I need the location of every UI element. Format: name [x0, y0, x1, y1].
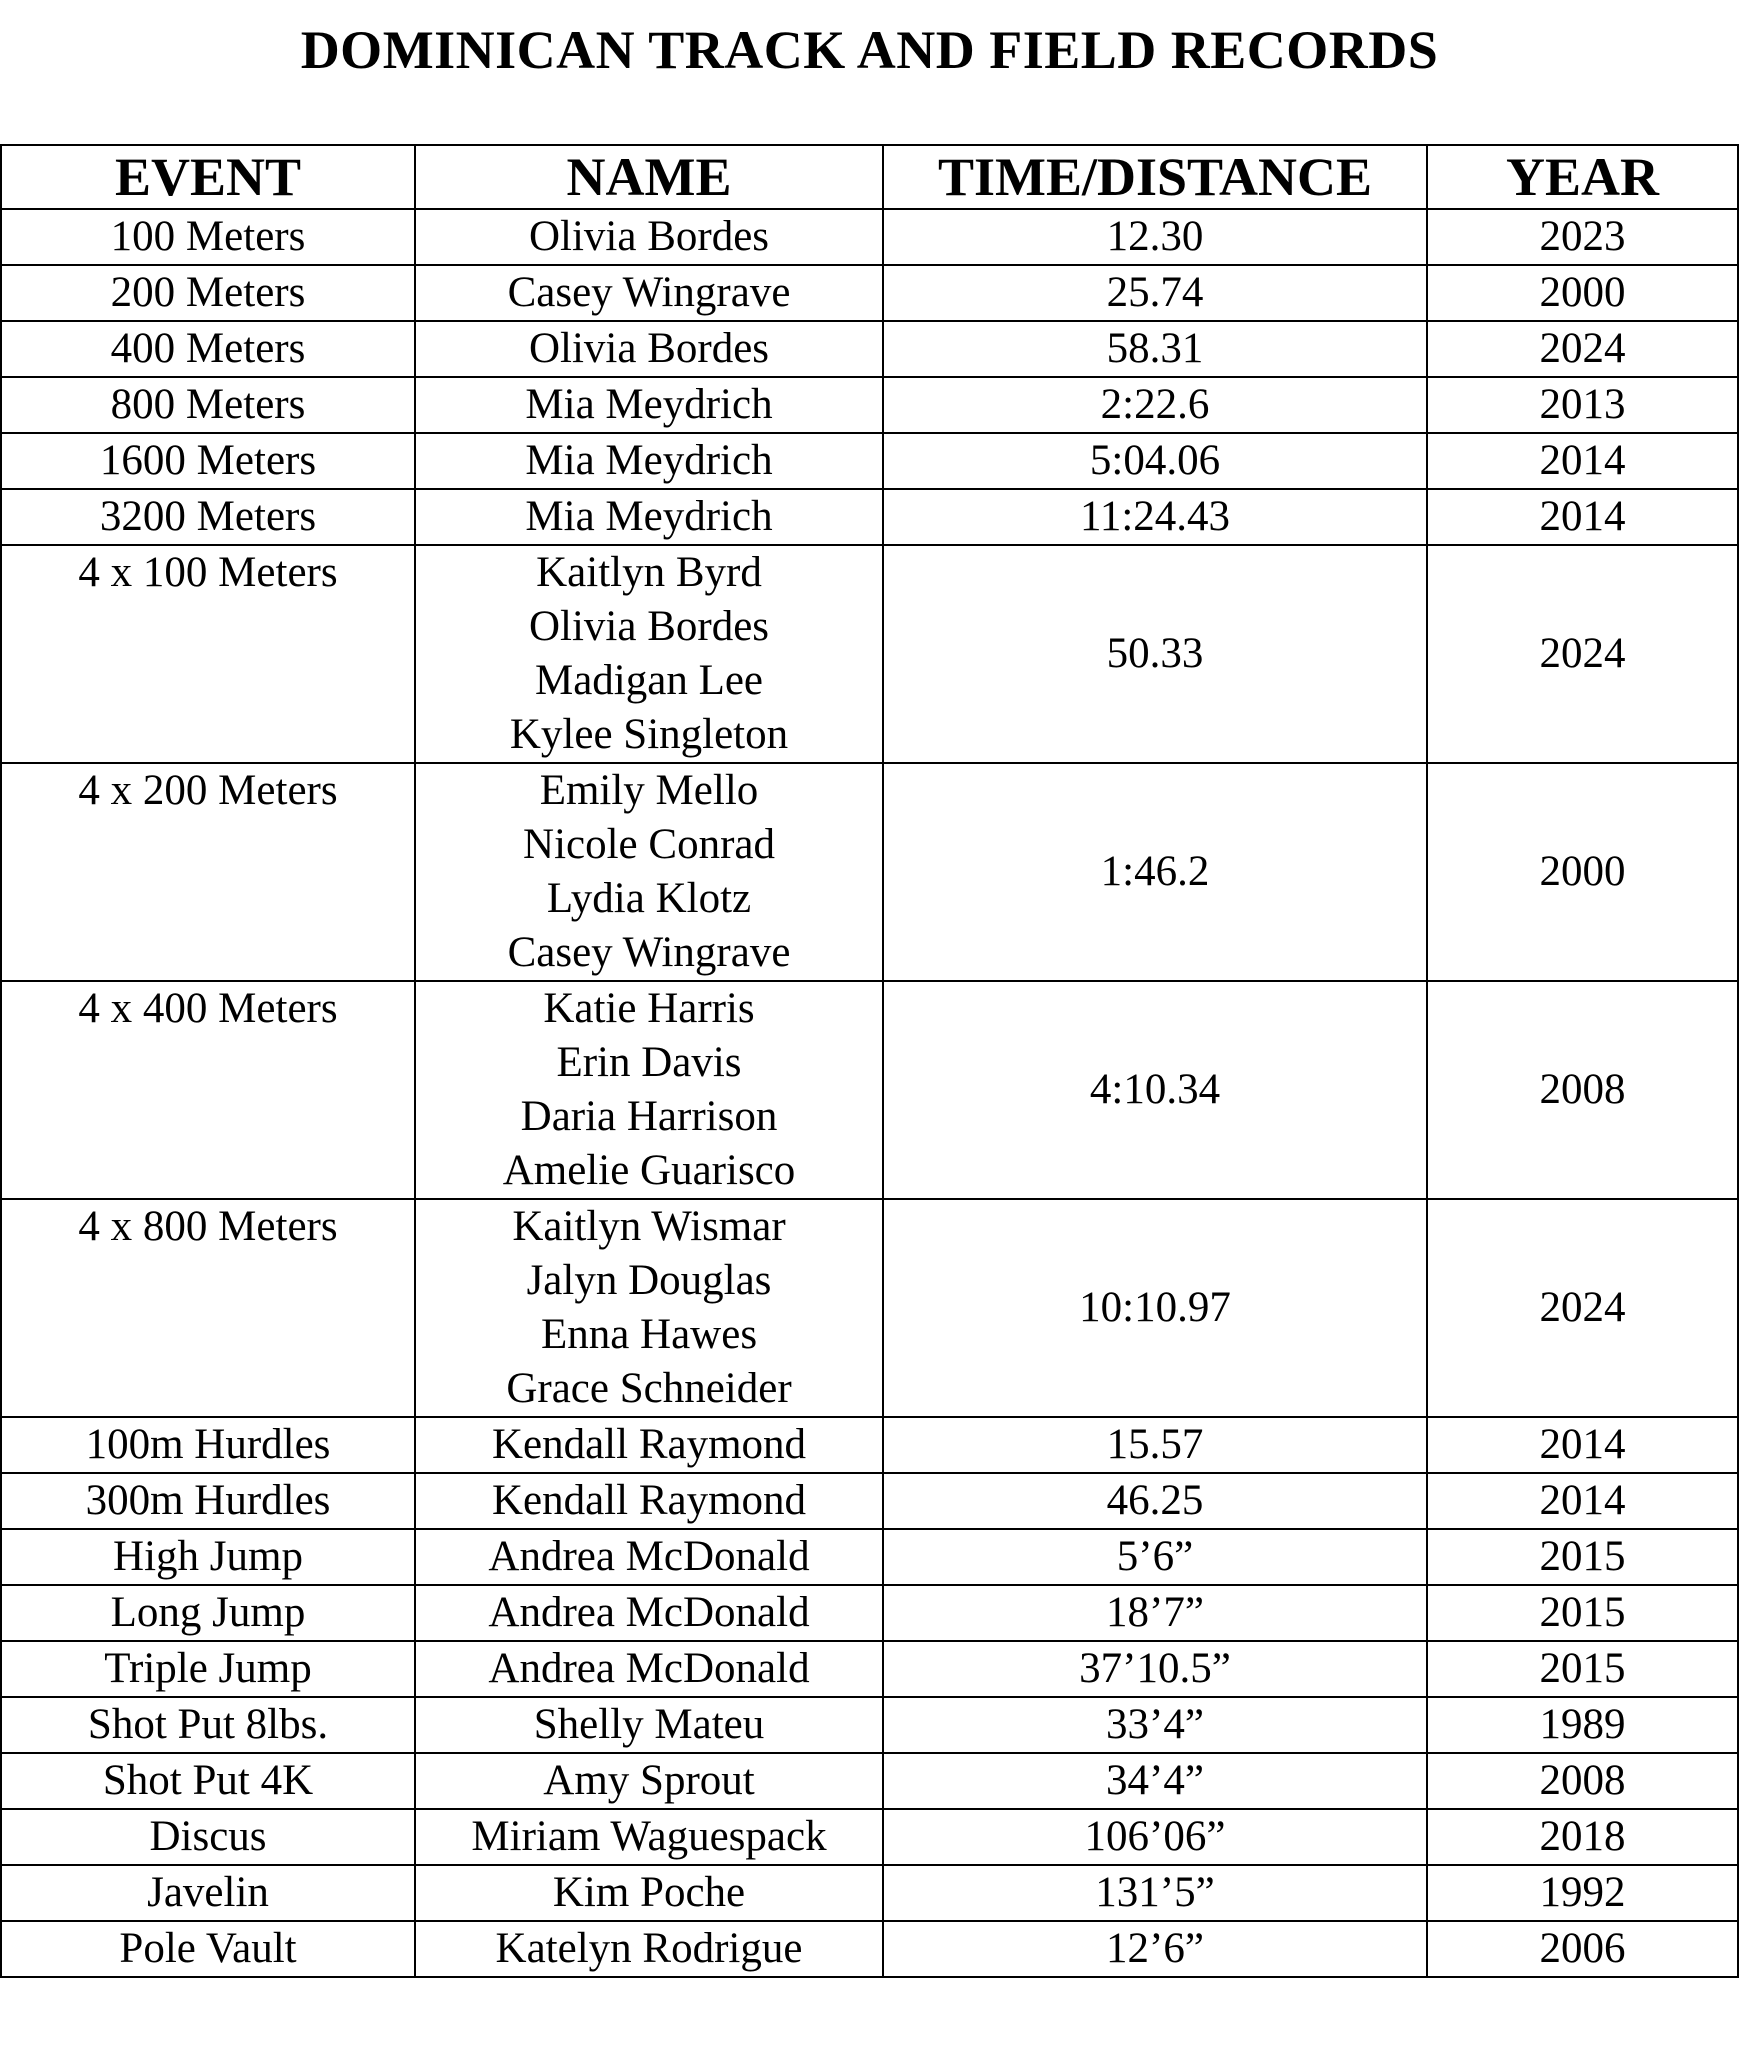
- name-cell: Kendall Raymond: [415, 1473, 883, 1529]
- event-cell: Shot Put 8lbs.: [1, 1697, 415, 1753]
- table-row: [1, 1753, 1738, 1809]
- event-cell: 1600 Meters: [1, 433, 415, 489]
- relay-names-cell: [415, 981, 883, 1199]
- year-cell: 2014: [1427, 489, 1738, 545]
- relay-row: [1, 1199, 1738, 1417]
- relay-runner: Olivia Bordes: [528, 603, 770, 650]
- relay-runner: Kaitlyn Byrd: [536, 549, 762, 596]
- table-row: [1, 209, 1738, 265]
- relay-runner: Amelie Guarisco: [502, 1147, 796, 1194]
- event-cell: 100 Meters: [1, 209, 415, 265]
- year-cell: 2024: [1427, 1199, 1738, 1417]
- event-cell: 3200 Meters: [1, 489, 415, 545]
- time-cell: 50.33: [883, 545, 1427, 763]
- event-cell: High Jump: [1, 1529, 415, 1585]
- year-cell: 2006: [1427, 1921, 1738, 1977]
- event-cell: 800 Meters: [1, 377, 415, 433]
- name-cell: Mia Meydrich: [415, 433, 883, 489]
- name-cell: Amy Sprout: [415, 1753, 883, 1809]
- event-cell: 100m Hurdles: [1, 1417, 415, 1473]
- relay-names-cell: [415, 1199, 883, 1417]
- event-cell: 400 Meters: [1, 321, 415, 377]
- time-cell: 4:10.34: [883, 981, 1427, 1199]
- year-cell: 2014: [1427, 1473, 1738, 1529]
- header-year: YEAR: [1427, 145, 1738, 209]
- page-title: DOMINICAN TRACK AND FIELD RECORDS: [300, 20, 1439, 80]
- relay-runner: Lydia Klotz: [546, 875, 752, 922]
- name-cell: Miriam Waguespack: [415, 1809, 883, 1865]
- year-cell: 2014: [1427, 433, 1738, 489]
- relay-runner: Grace Schneider: [506, 1365, 792, 1412]
- year-cell: 2008: [1427, 1753, 1738, 1809]
- table-row: [1, 321, 1738, 377]
- relay-row: [1, 545, 1738, 763]
- relay-row: [1, 981, 1738, 1199]
- relay-names-cell: [415, 545, 883, 763]
- event-cell: Triple Jump: [1, 1641, 415, 1697]
- records-table: [0, 144, 1739, 1978]
- relay-runner: Katie Harris: [543, 985, 755, 1032]
- year-cell: 2024: [1427, 545, 1738, 763]
- table-row: [1, 433, 1738, 489]
- relay-names-cell: [415, 763, 883, 981]
- time-cell: 18’7”: [883, 1585, 1427, 1641]
- relay-row: [1, 763, 1738, 981]
- relay-runner: Madigan Lee: [534, 657, 764, 704]
- time-cell: 11:24.43: [883, 489, 1427, 545]
- event-cell: 300m Hurdles: [1, 1473, 415, 1529]
- relay-runner: Emily Mello: [539, 767, 759, 814]
- time-cell: 58.31: [883, 321, 1427, 377]
- event-cell: 4 x 100 Meters: [1, 545, 415, 763]
- header-name: NAME: [415, 145, 883, 209]
- relay-runner: Kylee Singleton: [509, 711, 789, 758]
- year-cell: 1992: [1427, 1865, 1738, 1921]
- table-row: [1, 1697, 1738, 1753]
- table-row: [1, 1865, 1738, 1921]
- header-row: [1, 145, 1738, 209]
- table-row: [1, 265, 1738, 321]
- event-cell: 4 x 400 Meters: [1, 981, 415, 1199]
- time-cell: 12.30: [883, 209, 1427, 265]
- event-cell: Javelin: [1, 1865, 415, 1921]
- time-cell: 34’4”: [883, 1753, 1427, 1809]
- event-cell: 4 x 200 Meters: [1, 763, 415, 981]
- time-cell: 5’6”: [883, 1529, 1427, 1585]
- name-cell: Olivia Bordes: [415, 209, 883, 265]
- year-cell: 2024: [1427, 321, 1738, 377]
- time-cell: 15.57: [883, 1417, 1427, 1473]
- event-cell: Shot Put 4K: [1, 1753, 415, 1809]
- event-cell: Long Jump: [1, 1585, 415, 1641]
- time-cell: 131’5”: [883, 1865, 1427, 1921]
- relay-runner: Kaitlyn Wismar: [512, 1203, 786, 1250]
- relay-runner: Erin Davis: [556, 1039, 742, 1086]
- time-cell: 106’06”: [883, 1809, 1427, 1865]
- table-row: [1, 1417, 1738, 1473]
- table-row: [1, 1585, 1738, 1641]
- year-cell: 2000: [1427, 763, 1738, 981]
- year-cell: 2008: [1427, 981, 1738, 1199]
- year-cell: 2015: [1427, 1529, 1738, 1585]
- table-row: [1, 489, 1738, 545]
- name-cell: Olivia Bordes: [415, 321, 883, 377]
- relay-runner: Daria Harrison: [520, 1093, 778, 1140]
- name-cell: Kim Poche: [415, 1865, 883, 1921]
- time-cell: 33’4”: [883, 1697, 1427, 1753]
- relay-runner: Jalyn Douglas: [526, 1257, 772, 1304]
- name-cell: Mia Meydrich: [415, 377, 883, 433]
- time-cell: 1:46.2: [883, 763, 1427, 981]
- time-cell: 5:04.06: [883, 433, 1427, 489]
- year-cell: 2014: [1427, 1417, 1738, 1473]
- relay-runner: Enna Hawes: [540, 1311, 758, 1358]
- name-cell: Mia Meydrich: [415, 489, 883, 545]
- table-row: [1, 1921, 1738, 1977]
- name-cell: Andrea McDonald: [415, 1641, 883, 1697]
- relay-runner: Nicole Conrad: [523, 821, 775, 868]
- table-row: [1, 1641, 1738, 1697]
- year-cell: 2013: [1427, 377, 1738, 433]
- name-cell: Kendall Raymond: [415, 1417, 883, 1473]
- time-cell: 37’10.5”: [883, 1641, 1427, 1697]
- name-cell: Katelyn Rodrigue: [415, 1921, 883, 1977]
- name-cell: Andrea McDonald: [415, 1529, 883, 1585]
- time-cell: 46.25: [883, 1473, 1427, 1529]
- event-cell: Pole Vault: [1, 1921, 415, 1977]
- year-cell: 2000: [1427, 265, 1738, 321]
- year-cell: 1989: [1427, 1697, 1738, 1753]
- year-cell: 2018: [1427, 1809, 1738, 1865]
- event-cell: 200 Meters: [1, 265, 415, 321]
- event-cell: 4 x 800 Meters: [1, 1199, 415, 1417]
- header-time-distance: TIME/DISTANCE: [883, 145, 1427, 209]
- year-cell: 2015: [1427, 1585, 1738, 1641]
- table-row: [1, 377, 1738, 433]
- time-cell: 2:22.6: [883, 377, 1427, 433]
- table-row: [1, 1473, 1738, 1529]
- relay-runner: Casey Wingrave: [507, 929, 791, 976]
- time-cell: 10:10.97: [883, 1199, 1427, 1417]
- event-cell: Discus: [1, 1809, 415, 1865]
- name-cell: Casey Wingrave: [415, 265, 883, 321]
- table-row: [1, 1809, 1738, 1865]
- name-cell: Andrea McDonald: [415, 1585, 883, 1641]
- header-event: EVENT: [1, 145, 415, 209]
- year-cell: 2023: [1427, 209, 1738, 265]
- table-row: [1, 1529, 1738, 1585]
- time-cell: 25.74: [883, 265, 1427, 321]
- time-cell: 12’6”: [883, 1921, 1427, 1977]
- year-cell: 2015: [1427, 1641, 1738, 1697]
- name-cell: Shelly Mateu: [415, 1697, 883, 1753]
